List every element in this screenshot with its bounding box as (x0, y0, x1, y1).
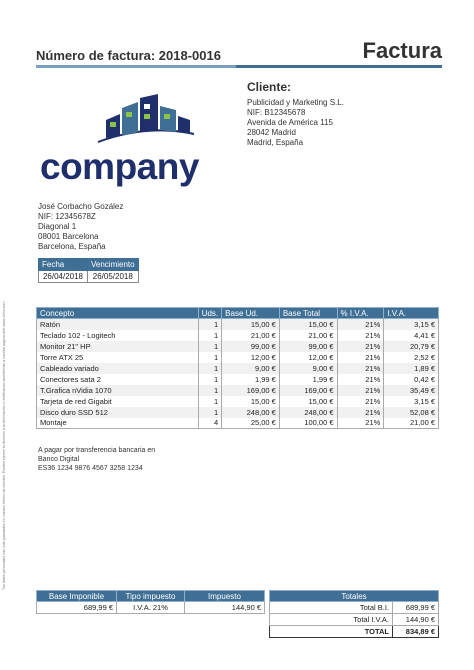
issuer-nif: NIF: 12345678Z (38, 212, 96, 221)
issuer-postal: 08001 Barcelona (38, 232, 99, 241)
dates-table (38, 258, 139, 283)
item-vat-rate: 21% (337, 319, 384, 330)
item-total-base: 100,00 € (279, 418, 337, 429)
item-vat-rate: 21% (337, 341, 384, 352)
payment-method: A pagar por transferencia bancaria en (38, 447, 156, 454)
col-taxable-base: Base Imponible (37, 591, 117, 602)
item-units: 1 (198, 385, 221, 396)
col-tax-type: Tipo impuesto (117, 591, 185, 602)
item-units: 1 (198, 396, 221, 407)
table-row (37, 385, 439, 396)
invoice-header (36, 38, 442, 68)
tax-summary-table (36, 590, 265, 614)
table-row (37, 330, 439, 341)
client-address: Avenida de América 115 (247, 118, 333, 127)
item-vat: 21,00 € (384, 418, 439, 429)
items-header-row (37, 308, 439, 319)
item-vat: 3,15 € (384, 319, 439, 330)
issuer-name: José Corbacho Gozález (38, 202, 124, 211)
item-vat-rate: 21% (337, 396, 384, 407)
total-vat-label: Total I.V.A. (270, 614, 393, 626)
grand-total-value: 834,89 € (393, 626, 439, 638)
client-postal: 28042 Madrid (247, 128, 296, 137)
totals-table (269, 590, 439, 638)
item-concept: Cableado variado (37, 363, 199, 374)
item-concept: T.Grafica nVidia 1070 (37, 385, 199, 396)
item-vat-rate: 21% (337, 330, 384, 341)
item-concept: Monitor 21" HP (37, 341, 199, 352)
item-vat: 0,42 € (384, 374, 439, 385)
privacy-note: Tus datos personales han sido guardados en nuestro fichero de clientes. Puedes ejercer tu derecho a la eliminación o rectificación accediendo a nuestra página web www.v2mo.com (2, 301, 6, 590)
grand-total-label: TOTAL (270, 626, 393, 638)
taxable-base-value: 689,99 € (37, 602, 117, 614)
table-row (37, 319, 439, 330)
client-nif: NIF: B12345678 (247, 108, 306, 117)
item-unit-base: 25,00 € (222, 418, 280, 429)
col-unit-base: Base Ud. (222, 308, 280, 319)
item-vat-rate: 21% (337, 418, 384, 429)
item-vat: 2,52 € (384, 352, 439, 363)
due-date: 26/05/2018 (88, 271, 139, 283)
item-unit-base: 248,00 € (222, 407, 280, 418)
item-vat-rate: 21% (337, 407, 384, 418)
item-unit-base: 12,00 € (222, 352, 280, 363)
item-unit-base: 9,00 € (222, 363, 280, 374)
invoice-date: 26/04/2018 (39, 271, 88, 283)
item-vat: 3,15 € (384, 396, 439, 407)
item-units: 1 (198, 363, 221, 374)
table-row (37, 396, 439, 407)
invoice-number: Número de factura: 2018-0016 (36, 48, 221, 63)
item-vat: 52,08 € (384, 407, 439, 418)
table-row (37, 363, 439, 374)
tax-amount-value: 144,90 € (185, 602, 265, 614)
item-units: 1 (198, 341, 221, 352)
table-row (37, 341, 439, 352)
item-concept: Disco duro SSD 512 (37, 407, 199, 418)
item-total-base: 9,00 € (279, 363, 337, 374)
item-concept: Tarjeta de red Gigabit (37, 396, 199, 407)
item-units: 1 (198, 352, 221, 363)
totals-header: Totales (270, 591, 439, 602)
item-vat: 4,41 € (384, 330, 439, 341)
total-base-label: Total B.I. (270, 602, 393, 614)
item-vat: 20,79 € (384, 341, 439, 352)
item-total-base: 15,00 € (279, 319, 337, 330)
logo-wordmark: company (40, 146, 199, 187)
item-concept: Ratón (37, 319, 199, 330)
item-vat-rate: 21% (337, 363, 384, 374)
item-unit-base: 1,99 € (222, 374, 280, 385)
col-tax-amount: Impuesto (185, 591, 265, 602)
table-row (37, 352, 439, 363)
item-units: 1 (198, 319, 221, 330)
item-concept: Conectores sata 2 (37, 374, 199, 385)
issuer-block (38, 202, 123, 252)
item-units: 1 (198, 374, 221, 385)
item-units: 4 (198, 418, 221, 429)
col-units: Uds. (198, 308, 221, 319)
tax-type-value: I.V.A. 21% (117, 602, 185, 614)
item-units: 1 (198, 330, 221, 341)
item-unit-base: 21,00 € (222, 330, 280, 341)
item-total-base: 15,00 € (279, 396, 337, 407)
col-vat: I.V.A. (384, 308, 439, 319)
client-name: Publicidad y Marketing S.L. (247, 98, 344, 107)
items-table (36, 307, 439, 429)
total-vat-value: 144,90 € (393, 614, 439, 626)
col-concept: Concepto (37, 308, 199, 319)
item-unit-base: 169,00 € (222, 385, 280, 396)
due-date-header: Vencimiento (88, 259, 139, 271)
table-row (37, 374, 439, 385)
item-unit-base: 15,00 € (222, 319, 280, 330)
item-concept: Teclado 102 - Logitech (37, 330, 199, 341)
col-vat-rate: % I.V.A. (337, 308, 384, 319)
table-row (37, 407, 439, 418)
header-divider-accent (36, 65, 236, 68)
item-vat-rate: 21% (337, 352, 384, 363)
item-concept: Montaje (37, 418, 199, 429)
item-vat-rate: 21% (337, 385, 384, 396)
company-logo (38, 92, 208, 192)
buildings-logo-icon (96, 94, 196, 154)
client-region: Madrid, España (247, 138, 304, 147)
date-header: Fecha (39, 259, 88, 271)
item-vat: 1,89 € (384, 363, 439, 374)
page-title: Factura (362, 38, 442, 63)
item-unit-base: 15,00 € (222, 396, 280, 407)
item-total-base: 12,00 € (279, 352, 337, 363)
client-title: Cliente: (247, 80, 292, 94)
col-total-base: Base Total (279, 308, 337, 319)
item-units: 1 (198, 407, 221, 418)
item-unit-base: 99,00 € (222, 341, 280, 352)
table-row (37, 418, 439, 429)
item-total-base: 1,99 € (279, 374, 337, 385)
item-total-base: 169,00 € (279, 385, 337, 396)
item-vat: 35,49 € (384, 385, 439, 396)
item-total-base: 248,00 € (279, 407, 337, 418)
issuer-region: Barcelona, España (38, 242, 106, 251)
total-base-value: 689,99 € (393, 602, 439, 614)
item-total-base: 21,00 € (279, 330, 337, 341)
item-vat-rate: 21% (337, 374, 384, 385)
item-total-base: 99,00 € (279, 341, 337, 352)
client-block (247, 80, 344, 148)
item-concept: Torre ATX 25 (37, 352, 199, 363)
bank-name: Banco Digital (38, 456, 80, 463)
bank-iban: ES36 1234 9876 4567 3258 1234 (38, 465, 143, 472)
payment-info (38, 446, 155, 473)
issuer-address: Diagonal 1 (38, 222, 77, 231)
